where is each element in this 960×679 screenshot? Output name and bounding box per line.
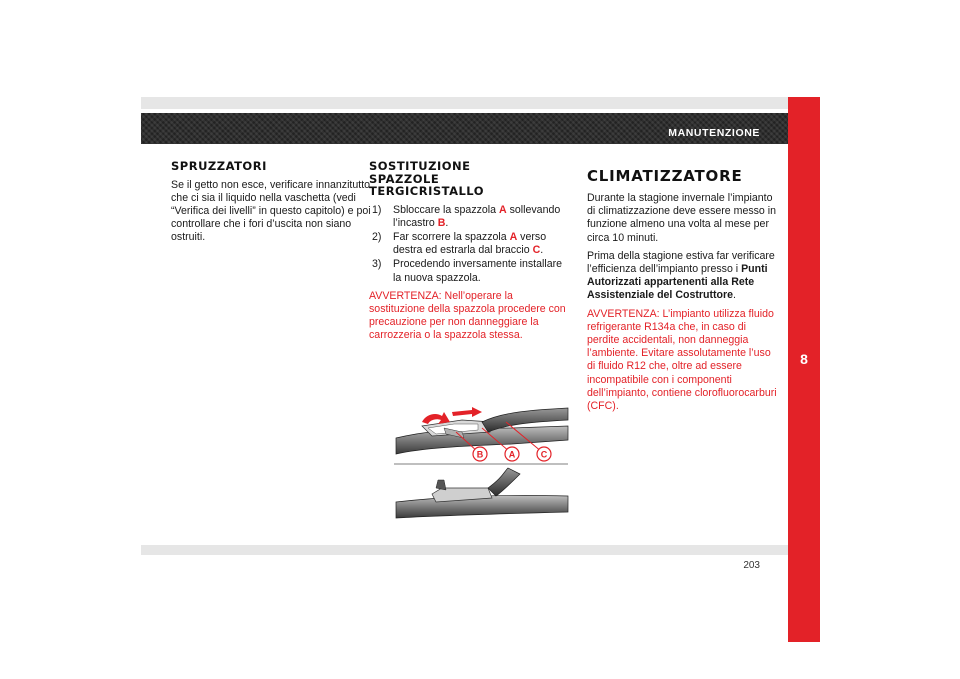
climatizzatore-title: CLIMATIZZATORE [587, 167, 743, 185]
step-text: Procedendo inversamente installare la nuova spazzola. [393, 258, 563, 284]
step-number: 3) [372, 258, 382, 271]
spruzzatori-title: SPRUZZATORI [171, 159, 267, 173]
spazzole-title-line3: TERGICRISTALLO [369, 184, 485, 198]
chapter-tab[interactable] [788, 97, 820, 642]
para-text: . [733, 289, 736, 302]
callout-c [537, 447, 551, 461]
step-number: 1) [372, 203, 382, 216]
climatizzatore-para2 [587, 250, 777, 303]
chapter-number: 8 [800, 351, 808, 367]
climatizzatore-warning [587, 308, 777, 414]
spruzzatori-body: Se il getto non esce, verificare innanzitutto che ci sia il liquido nella vaschetta (vedi “Verifica dei livelli” in questo capitolo) e poi controllare che i fori d’uscita non siano ostruiti. [171, 178, 371, 244]
step-text: Sbloccare la spazzola [393, 203, 499, 216]
warning-label: AVVERTENZA [587, 307, 657, 320]
callout-c-label: C [540, 449, 548, 460]
wiper-upper-view [396, 407, 568, 461]
step-text: Far scorrere la spazzola [393, 230, 510, 243]
section-title: MANUTENZIONE [668, 127, 760, 139]
ref-label-a: A [509, 230, 518, 243]
footer-band [141, 545, 788, 555]
climatizzatore-section [587, 168, 777, 418]
spazzole-title [369, 160, 569, 198]
step-text: . [540, 244, 544, 257]
callout-a [505, 447, 519, 461]
spazzole-steps [369, 204, 569, 285]
step-text: . [445, 216, 449, 229]
header-top-band [141, 97, 788, 109]
wiper-lower-view [396, 468, 568, 518]
callout-b [473, 447, 487, 461]
para-bold-text: Punti Autorizzati appartenenti alla Rete Assistenziale del Costruttore [587, 263, 768, 302]
wiper-blade-figure [392, 402, 570, 524]
warning-text: : L’impianto utilizza fluido refrigerante R134a che, in caso di perdite accidentali, non danneggia l’ambiente. Evitare assolutamente l’uso di fluido R12 che, oltre ad essere incompatibile con i componenti dell’impianto, contiene clorofluorocarburi (CFC). [587, 307, 777, 413]
page-number: 203 [743, 560, 760, 571]
slide-arrow-icon [452, 407, 482, 417]
step-item [369, 231, 569, 257]
step-text: sollevando l’incastro [393, 203, 561, 229]
climatizzatore-para1: Durante la stagione invernale l’impianto di climatizzazione deve essere messo in funzione almeno una volta al mese per circa 10 minuti. [587, 192, 777, 244]
step-item [369, 204, 569, 230]
para-text: Prima della stagione estiva far verificare l’efficienza dell’impianto presso i [587, 249, 775, 276]
spazzole-title-line2: SPAZZOLE [369, 171, 440, 186]
ref-label-a: A [499, 203, 507, 216]
warning-label: AVVERTENZA [369, 289, 439, 302]
spazzole-warning [369, 290, 569, 343]
step-number: 2) [372, 230, 382, 243]
warning-text: : Nell’operare la sostituzione della spazzola procedere con precauzione per non danneggiare la carrozzeria o la spazzola stessa. [369, 289, 566, 342]
callout-b-label: B [476, 449, 484, 460]
step-text: verso destra ed estrarla dal braccio [393, 230, 547, 257]
ref-label-c: C [532, 244, 541, 257]
spruzzatori-section [171, 160, 371, 250]
callout-a-label: A [508, 449, 516, 460]
step-item [369, 258, 569, 284]
spazzole-title-line1: SOSTITUZIONE [369, 159, 471, 173]
spazzole-section [369, 160, 569, 348]
lift-arrow-icon [422, 412, 450, 424]
ref-label-b: B [437, 216, 446, 229]
